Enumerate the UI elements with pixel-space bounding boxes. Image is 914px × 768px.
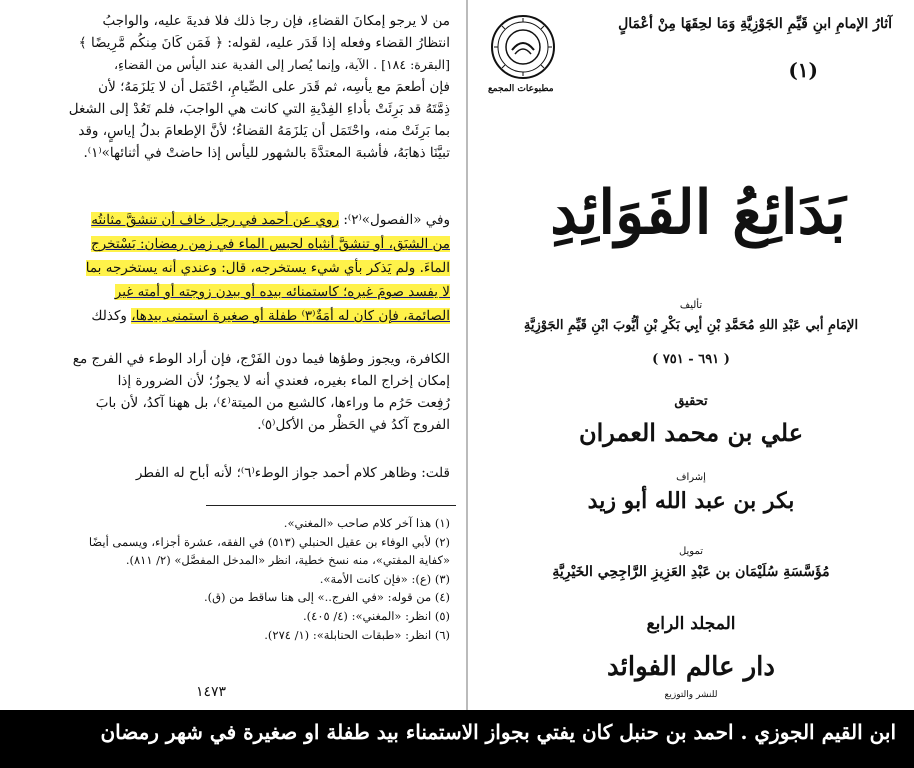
editor-name: علي بن محمد العمران — [578, 418, 804, 447]
text-line — [14, 232, 450, 256]
text-line: فإن أطعمَ مع يأسِه، ثم قَدَر على الصِّيامِ، احْتَمَل أن لا يَلزَمَهُ؛ لأن — [98, 79, 450, 95]
fusul-prefix: وفي «الفصول»⁽٢⁾: — [343, 212, 450, 228]
highlight-line: الصائمة، فإن كان له أمَةٌ⁽٣⁾ طفلة أو صغيرة استمنى بيدها، — [131, 308, 450, 324]
highlight-line: من الشبَق، أو تنشقَّ أنثياه لحبس الماء في زمن رمضان: يَسْتخرج — [90, 236, 450, 252]
text-line: رُفِعت حَرُم ما وراءها، كالشبع من الميتة⁽٤⁾، بل ههنا آكدُ، لأن بابَ — [95, 395, 450, 411]
supervisor-name: بكر بن عبد الله أبو زيد — [587, 488, 795, 514]
footnote: (٣) (ع): «فإن كانت الأمة». — [319, 571, 450, 586]
text-line: ذِمَّتَهُ قد بَرِئَتْ بأداءِ الفِدْيةِ التي كانت هي الواجبَ، فلم تَعُدْ إلى الشغل — [68, 101, 450, 117]
qult-line: قلت: وظاهر كلام أحمد جواز الوطء⁽٦⁾؛ لأنه أباح له الفطر — [135, 465, 450, 481]
footnote: (٤) من قوله: «في الفرج..» إلى هنا ساقط من (ق). — [203, 590, 450, 605]
text-line: إمكان إخراج الماء بغيره، فعندي أنه لا يجوزُ؛ لأن الضرورة إذا — [117, 373, 450, 389]
caption-text: ابن القيم الجوزي . احمد بن حنبل كان يفتي بجواز الاستمناء بيد طفلة او صغيرة في شهر رمضان — [100, 720, 896, 744]
series-title: آثارُ الإمامِ ابنِ قَيِّمِ الجَوْزِيَّةِ وَمَا لحِقَهَا مِنْ أعْمَالٍ — [618, 16, 892, 32]
text-line: [البقرة: ١٨٤] . الآية، وإنما يُصار إلى الفدية عند اليأس من القضاءِ، — [114, 57, 450, 72]
footnote: (٦) انظر: «طبقات الحنابلة»: (١/ ٢٧٤). — [264, 627, 450, 642]
page-number: ١٤٧٣ — [196, 684, 227, 700]
series-number: (١) — [788, 58, 818, 82]
publisher-subtitle: للنشر والتوزيع — [664, 690, 718, 700]
footnote: (١) هذا آخر كلام صاحب «المغني». — [283, 516, 450, 530]
highlight-line: لا يفسد صومَ غيره؛ كاستمنائه بيده أو ببدن زوجته أو أمته غير — [114, 284, 450, 300]
text-line — [14, 304, 450, 328]
publisher-small-label: مطبوعات المجمع — [488, 84, 554, 94]
footnote: (٢) لأبي الوفاء بن عقيل الحنبلي (٥١٣) في الفقه، عشرة أجزاء، ويسمى أيضًا — [88, 534, 450, 549]
ishraf-label: إشراف — [676, 472, 706, 483]
highlight-line: الماءَ. ولم يَذكر بأي شيء يستخرجه، قال: وعندي أنه يستخرجه بما — [85, 260, 450, 276]
footnotes — [20, 514, 450, 644]
text-line — [14, 280, 450, 304]
text-line — [14, 256, 450, 280]
footnote-divider — [206, 505, 456, 506]
volume-label: المجلد الرابع — [646, 614, 736, 634]
tahqiq-label: تحقيق — [674, 394, 708, 409]
text-block-after — [14, 348, 450, 436]
caption-bar — [0, 710, 914, 768]
text-line: بما بَرِئَتْ منه، واحْتَمَل أن يَلزَمَهُ القضاءُ؛ لأنَّ الإطعامَ بدلُ إياسٍ، وقد — [78, 123, 450, 139]
highlight-line: روي عن أحمد في رجل خاف أن تنشقَّ مثانتُه — [91, 212, 340, 228]
highlighted-passage — [14, 208, 450, 328]
funder-name: مُؤَسَّسَةِ سُلَيْمَان بن عَبْدِ العَزِيزِ الرَّاجِحِي الخَيْرِيَّةِ — [552, 564, 830, 580]
publisher-name: دار عالم الفوائد — [607, 652, 775, 682]
text-line: الفروج آكدُ في الحَظْر من الأكل⁽٥⁾. — [257, 417, 450, 433]
author-dates: ( ٦٩١ - ٧٥١ ) — [652, 352, 730, 367]
footnote: (٥) انظر: «المغني»: (٤/ ٤٠٥). — [303, 608, 450, 623]
taalif-label: تأليف — [679, 300, 703, 311]
left-page — [0, 0, 468, 710]
text-block-top — [14, 10, 450, 164]
text-line: تبيَّنَا ذهابَهُ، فأشبهَ المعتدَّةَ بالشهور لليأس إذا حاضتْ في أثنائها»⁽١⁾. — [83, 145, 450, 161]
text-line: الكافرة، ويجوز وطؤها فيما دون الفَرْج، فإن أراد الوطء في الفرج مع — [72, 351, 450, 367]
cover-page — [468, 0, 914, 710]
academy-seal-icon — [490, 14, 556, 80]
text-line: من لا يرجو إمكانَ القضاءِ، فإن رجا ذلك فلا فديةَ عليه، والواجبُ — [102, 13, 450, 29]
book-title: بَدَائِعُ الفَوَائِدِ — [550, 178, 846, 248]
author-name: الإمَامِ أبي عَبْدِ اللهِ مُحَمَّدِ بْنِ أبِي بَكْرِ بْنِ أيُّوبَ ابْنِ قَيِّمِ الجَوْزِيَّةِ — [523, 318, 859, 333]
text-tail: وكذلك — [91, 308, 127, 324]
text-line: انتظارُ القضاء وفعله إذا قَدَر عليه، لقوله: ﴿ فَمَن كَانَ مِنكُم مَّرِيضًا ﴾ — [78, 35, 450, 51]
text-line — [14, 208, 450, 232]
tamwil-label: تمويل — [678, 546, 704, 557]
footnote: «كفاية المفتي»، منه نسخ خطية، انظر «المدخل المفصَّل» (٢/ ٨١١). — [125, 553, 450, 568]
